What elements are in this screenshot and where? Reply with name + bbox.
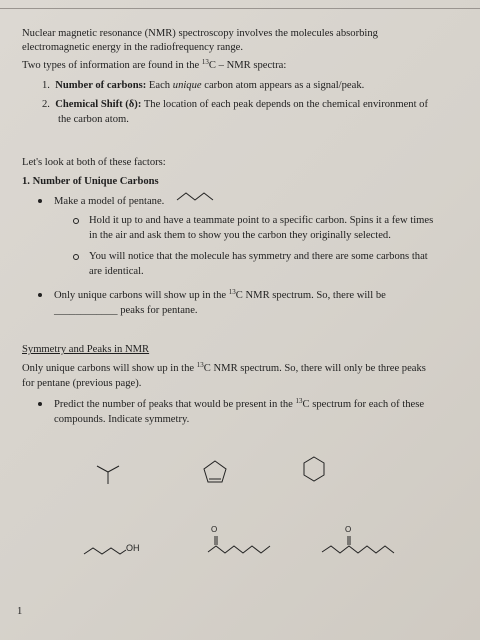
bullet-dot (38, 293, 42, 297)
intro-line-2: electromagnetic energy in the radiofrequency range. (22, 42, 243, 53)
bullet-dot (38, 199, 42, 203)
sub-bullet-circle (73, 218, 79, 224)
section1-title: 1. Number of Unique Carbons (22, 176, 159, 187)
list-item-2-cont: the carbon atom. (58, 114, 129, 125)
ketone-oxygen-label: O (345, 525, 352, 534)
make-model-text: Make a model of pentane. (54, 196, 165, 207)
intro-types-line: Two types of information are found in the $^{13}$C – NMR spectra: (22, 58, 287, 71)
unique-carbons-line: Only unique carbons will show up in the $^{13}$C NMR spectrum. So, there will be (54, 288, 386, 301)
symmetry-para-line-1: Only unique carbons will show up in the $^{13}$C NMR spectrum. So, there will only be three peaks (22, 361, 426, 374)
symmetry-heading: Symmetry and Peaks in NMR (22, 344, 150, 355)
sub-bullet-circle (73, 254, 79, 260)
sub-bullet-2-line-2: are identical. (89, 266, 144, 277)
isobutane-structure (92, 460, 132, 490)
sub-bullet-1-line-1: Hold it up to and have a teammate point to a specific carbon. Spins it a few times (89, 215, 434, 226)
predict-line-1: Predict the number of peaks that would be present in the $^{13}$C spectrum for each of these (54, 397, 425, 410)
sub-bullet-2-line-1: You will notice that the molecule has symmetry and there are some carbons that (89, 251, 428, 262)
pentane-peaks-line: ____________ peaks for pentane. (54, 305, 198, 316)
cyclohexane-structure (298, 452, 334, 488)
sub-bullet-1-line-2: in the air and ask them to show you the carbon they originally selected. (89, 230, 391, 241)
answer-blank[interactable]: ____________ (54, 305, 118, 316)
heptanone-structure (320, 528, 400, 562)
symmetry-para-line-2: for pentane (previous page). (22, 378, 142, 389)
page-top-rule (0, 8, 480, 9)
lets-look-text: Let's look at both of these factors: (22, 157, 166, 168)
bullet-dot (38, 402, 42, 406)
predict-line-2: compounds. Indicate symmetry. (54, 414, 190, 425)
page-number: 1 (17, 606, 23, 617)
oh-label: OH (126, 543, 140, 553)
cyclopentene-structure (200, 455, 236, 489)
intro-line-1: Nuclear magnetic resonance (NMR) spectroscopy involves the molecules absorbing (22, 28, 378, 39)
list-item-2: 2. Chemical Shift (δ): The location of each peak depends on the chemical environment of (42, 99, 428, 110)
pentane-structure (177, 190, 217, 204)
ketone-oxygen-label: O (211, 525, 218, 534)
list-item-1: 1. Number of carbons: Each unique carbon atom appears as a signal/peak. (42, 80, 365, 91)
